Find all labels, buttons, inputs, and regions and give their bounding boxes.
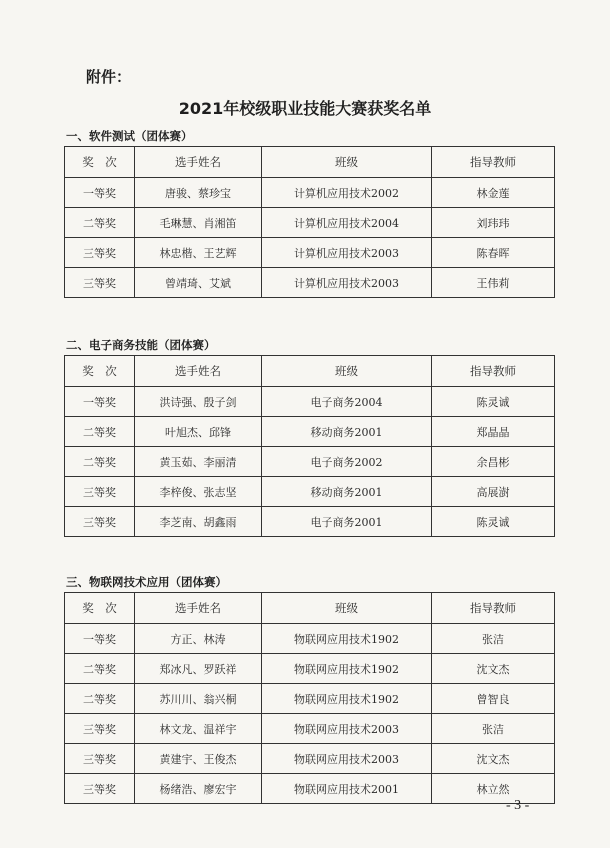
award-rank: 三等奖: [65, 268, 135, 298]
page-number: - 3 -: [506, 798, 530, 813]
contestant-names: 李梓俊、张志坚: [135, 477, 262, 507]
class-name: 物联网应用技术2001: [262, 774, 432, 804]
header-contestant-names: 选手姓名: [135, 147, 262, 178]
class-name: 计算机应用技术2003: [262, 238, 432, 268]
table-header-row: [65, 356, 555, 387]
header-award-rank: 奖 次: [65, 356, 135, 387]
award-table-software-testing: [64, 146, 555, 298]
table-row: [65, 684, 555, 714]
contestant-names: 黄玉茹、李丽清: [135, 447, 262, 477]
header-instructor: 指导教师: [432, 356, 555, 387]
contestant-names: 曾靖琦、艾斌: [135, 268, 262, 298]
award-rank: 二等奖: [65, 654, 135, 684]
contestant-names: 杨绪浩、廖宏宇: [135, 774, 262, 804]
class-name: 物联网应用技术1902: [262, 654, 432, 684]
award-rank: 二等奖: [65, 447, 135, 477]
class-name: 物联网应用技术1902: [262, 684, 432, 714]
contestant-names: 叶旭杰、邱锋: [135, 417, 262, 447]
header-instructor: 指导教师: [432, 147, 555, 178]
table-row: [65, 387, 555, 417]
class-name: 移动商务2001: [262, 477, 432, 507]
table-row: [65, 774, 555, 804]
instructor-name: 陈春晖: [432, 238, 555, 268]
contestant-names: 林文龙、温祥宇: [135, 714, 262, 744]
instructor-name: 张洁: [432, 624, 555, 654]
table-row: [65, 477, 555, 507]
contestant-names: 唐骏、蔡珍宝: [135, 178, 262, 208]
document-title: 2021年校级职业技能大赛获奖名单: [178, 99, 432, 118]
award-rank: 三等奖: [65, 774, 135, 804]
award-rank: 一等奖: [65, 178, 135, 208]
table-header-row: [65, 593, 555, 624]
instructor-name: 林立然: [432, 774, 555, 804]
class-name: 物联网应用技术1902: [262, 624, 432, 654]
award-rank: 二等奖: [65, 684, 135, 714]
award-rank: 二等奖: [65, 208, 135, 238]
award-rank: 一等奖: [65, 624, 135, 654]
award-table-e-commerce: [64, 355, 555, 537]
class-name: 计算机应用技术2002: [262, 178, 432, 208]
contestant-names: 郑冰凡、罗跃祥: [135, 654, 262, 684]
instructor-name: 陈灵诚: [432, 507, 555, 537]
contestant-names: 洪诗强、殷子剑: [135, 387, 262, 417]
header-contestant-names: 选手姓名: [135, 593, 262, 624]
instructor-name: 林金莲: [432, 178, 555, 208]
attachment-label: 附件：: [86, 68, 132, 86]
section-heading-e-commerce: 二、电子商务技能（团体赛）: [66, 338, 216, 352]
award-rank: 三等奖: [65, 507, 135, 537]
contestant-names: 方正、林涛: [135, 624, 262, 654]
class-name: 移动商务2001: [262, 417, 432, 447]
instructor-name: 沈文杰: [432, 654, 555, 684]
header-award-rank: 奖 次: [65, 593, 135, 624]
header-class: 班级: [262, 147, 432, 178]
section-heading-software-testing: 一、软件测试（团体赛）: [66, 129, 193, 143]
table-row: [65, 268, 555, 298]
award-rank: 三等奖: [65, 477, 135, 507]
table-row: [65, 507, 555, 537]
table-row: [65, 208, 555, 238]
instructor-name: 余昌彬: [432, 447, 555, 477]
contestant-names: 苏川川、翁兴桐: [135, 684, 262, 714]
award-rank: 三等奖: [65, 238, 135, 268]
header-award-rank: 奖 次: [65, 147, 135, 178]
award-rank: 三等奖: [65, 714, 135, 744]
instructor-name: 沈文杰: [432, 744, 555, 774]
section-heading-iot: 三、物联网技术应用（团体赛）: [66, 575, 227, 589]
instructor-name: 曾智良: [432, 684, 555, 714]
award-rank: 二等奖: [65, 417, 135, 447]
header-class: 班级: [262, 593, 432, 624]
header-class: 班级: [262, 356, 432, 387]
class-name: 物联网应用技术2003: [262, 744, 432, 774]
contestant-names: 毛琳慧、肖湘笛: [135, 208, 262, 238]
table-row: [65, 744, 555, 774]
table-row: [65, 654, 555, 684]
instructor-name: 郑晶晶: [432, 417, 555, 447]
contestant-names: 林忠楷、王艺辉: [135, 238, 262, 268]
award-table-iot: [64, 592, 555, 804]
instructor-name: 刘玮玮: [432, 208, 555, 238]
award-rank: 三等奖: [65, 744, 135, 774]
class-name: 计算机应用技术2004: [262, 208, 432, 238]
instructor-name: 王伟莉: [432, 268, 555, 298]
table-header-row: [65, 147, 555, 178]
instructor-name: 陈灵诚: [432, 387, 555, 417]
table-row: [65, 238, 555, 268]
table-row: [65, 447, 555, 477]
class-name: 电子商务2004: [262, 387, 432, 417]
table-row: [65, 624, 555, 654]
instructor-name: 张洁: [432, 714, 555, 744]
contestant-names: 李芝南、胡鑫雨: [135, 507, 262, 537]
contestant-names: 黄建宇、王俊杰: [135, 744, 262, 774]
table-row: [65, 178, 555, 208]
award-rank: 一等奖: [65, 387, 135, 417]
instructor-name: 高展澍: [432, 477, 555, 507]
class-name: 电子商务2002: [262, 447, 432, 477]
class-name: 计算机应用技术2003: [262, 268, 432, 298]
header-contestant-names: 选手姓名: [135, 356, 262, 387]
table-row: [65, 714, 555, 744]
class-name: 物联网应用技术2003: [262, 714, 432, 744]
class-name: 电子商务2001: [262, 507, 432, 537]
table-row: [65, 417, 555, 447]
header-instructor: 指导教师: [432, 593, 555, 624]
